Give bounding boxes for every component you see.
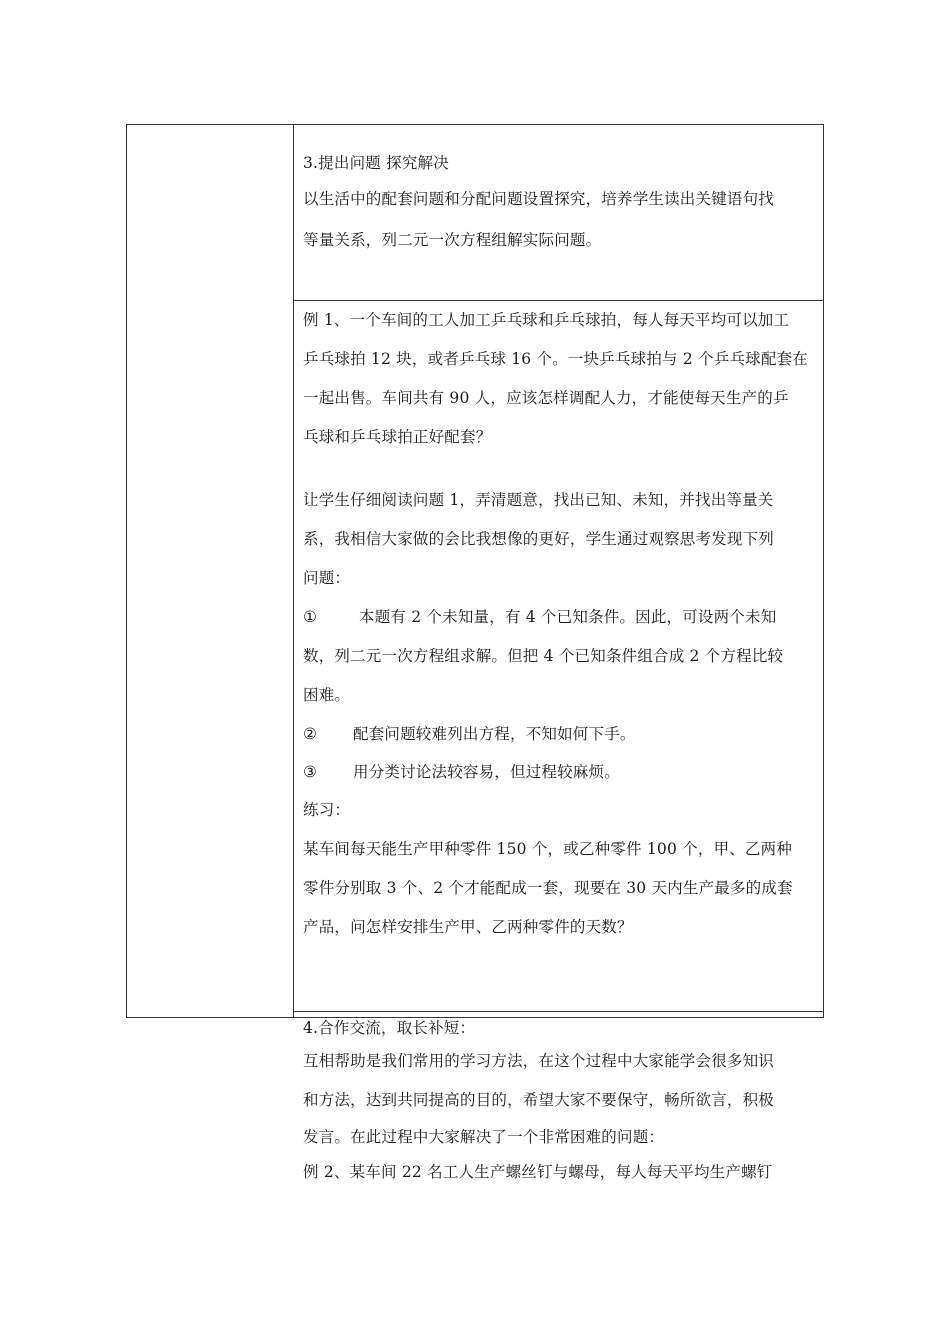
section-3-intro-line: 等量关系，列二元一次方程组解实际问题。	[303, 231, 602, 249]
section-3-cell	[294, 125, 823, 301]
example-2-line: 例 2、某车间 22 名工人生产螺丝钉与螺母，每人每天平均生产螺钉	[303, 1163, 773, 1181]
point-2-text: 配套问题较难列出方程，不知如何下手。	[353, 725, 636, 743]
section-4-heading: 4.合作交流，取长补短：	[303, 1019, 476, 1037]
section-4-cell	[294, 1012, 823, 1181]
point-3-marker: ③	[303, 763, 318, 781]
point-1-line: 数，列二元一次方程组求解。但把 4 个已知条件组合成 2 个方程比较	[303, 647, 784, 665]
section-3-intro-line: 以生活中的配套问题和分配问题设置探究，培养学生读出关键语句找	[303, 190, 775, 208]
guide-line: 让学生仔细阅读问题 1，弄清题意，找出已知、未知，并找出等量关	[303, 491, 774, 509]
right-column	[294, 125, 823, 1181]
example-1-problem-line: 乒乓球拍 12 块，或者乒乓球 16 个。一块乒乓球拍与 2 个乒乓球配套在	[303, 350, 808, 368]
point-1-line: 困难。	[303, 686, 351, 704]
point-3-line	[303, 762, 815, 782]
point-3-text: 用分类讨论法较容易，但过程较麻烦。	[353, 763, 620, 781]
example-1-problem-line: 例 1、一个车间的工人加工乒乓球和乒乓球拍，每人每天平均可以加工	[303, 311, 790, 329]
section-4-body-line: 发言。在此过程中大家解决了一个非常困难的问题：	[303, 1128, 665, 1146]
practice-line: 产品，问怎样安排生产甲、乙两种零件的天数？	[303, 918, 633, 936]
practice-line: 零件分别取 3 个、2 个才能配成一套，现要在 30 天内生产最多的成套	[303, 879, 793, 897]
lesson-table	[126, 124, 824, 1181]
example-1-problem-line: 一起出售。车间共有 90 人，应该怎样调配人力，才能使每天生产的乒	[303, 389, 789, 407]
guide-line: 系，我相信大家做的会比我想像的更好，学生通过观察思考发现下列	[303, 530, 775, 548]
point-1-marker: ①	[303, 608, 318, 626]
point-2-line	[303, 724, 815, 744]
point-1-line	[303, 607, 815, 627]
section-3-heading: 3.提出问题 探究解决	[303, 154, 449, 172]
left-column-cell	[127, 125, 294, 1017]
point-1-text: 本题有 2 个未知量，有 4 个已知条件。因此，可设两个未知	[359, 608, 777, 626]
section-4-body-line: 互相帮助是我们常用的学习方法，在这个过程中大家能学会很多知识	[303, 1052, 775, 1070]
practice-label: 练习：	[303, 801, 351, 819]
practice-line: 某车间每天能生产甲种零件 150 个，或乙种零件 100 个，甲、乙两种	[303, 840, 793, 858]
example-1-problem-line: 乓球和乒乓球拍正好配套？	[303, 428, 492, 446]
example-1-cell	[294, 301, 823, 1012]
section-4-body-line: 和方法，达到共同提高的目的，希望大家不要保守，畅所欲言，积极	[303, 1091, 775, 1109]
point-2-marker: ②	[303, 725, 318, 743]
guide-line: 问题：	[303, 569, 351, 587]
